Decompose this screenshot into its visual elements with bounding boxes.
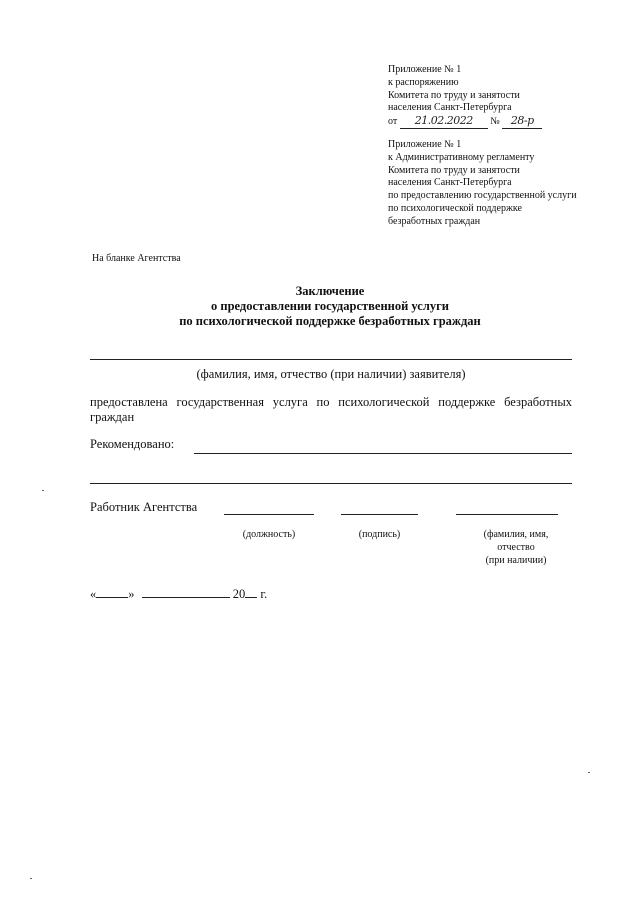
month-field[interactable]: [142, 585, 230, 598]
name-caption-line3: (при наличии): [485, 555, 547, 566]
title-line2: о предоставлении государственной услуги: [211, 299, 449, 313]
appendix-regulation-line7: безработных граждан: [388, 215, 481, 227]
appendix-regulation-line5: по предоставлению государственной услуги: [388, 190, 577, 202]
applicant-name-field[interactable]: [90, 359, 572, 360]
name-caption-line1: (фамилия, имя,: [483, 529, 549, 540]
appendix-order-line3: Комитета по труду и занятости: [388, 89, 520, 101]
position-field[interactable]: [224, 514, 314, 515]
number-label: №: [490, 116, 500, 128]
appendix-regulation-line4: населения Санкт-Петербурга: [388, 177, 512, 189]
applicant-caption: (фамилия, имя, отчество (при наличии) заявителя): [196, 367, 466, 381]
title-line3: по психологической поддержке безработных граждан: [179, 314, 481, 328]
appendix-order-line1: Приложение № 1: [388, 64, 462, 75]
open-quote: «: [90, 587, 97, 601]
scan-speck: [30, 878, 32, 879]
role-label: Работник Агентства: [90, 500, 198, 514]
year-prefix: 20: [232, 587, 246, 601]
year-suffix: г.: [260, 587, 268, 601]
appendix-regulation-line3: Комитета по труду и занятости: [388, 164, 520, 176]
name-caption-line2: отчество: [497, 542, 535, 553]
recommendation-field-2[interactable]: [90, 483, 572, 484]
name-caption: [456, 528, 576, 567]
appendix-order-date-line: [388, 115, 542, 129]
position-caption: (должность): [242, 529, 296, 540]
full-name-field[interactable]: [456, 514, 558, 515]
year-field[interactable]: [245, 585, 257, 598]
appendix-regulation-line6: по психологической поддержке: [388, 202, 522, 214]
day-field[interactable]: [96, 585, 128, 598]
date-line: [90, 585, 267, 602]
letterhead-note: На бланке Агентства: [92, 253, 181, 264]
appendix-order-block: [388, 64, 542, 129]
appendix-order-line2: к распоряжению: [388, 76, 459, 88]
service-statement-line2: граждан: [90, 410, 135, 424]
document-title: [90, 284, 570, 329]
recommendation-field-1[interactable]: [194, 453, 572, 454]
scan-speck: [42, 490, 44, 491]
handwritten-number: 28-р: [502, 115, 542, 129]
handwritten-date: 21.02.2022: [400, 115, 488, 129]
recommended-label: Рекомендовано:: [90, 437, 175, 451]
service-statement-line1: предоставлена государственная услуга по психологической поддержке безработных: [90, 395, 572, 409]
appendix-regulation-block: [388, 139, 577, 229]
close-quote: »: [128, 587, 135, 601]
signature-field[interactable]: [341, 514, 418, 515]
from-prefix: от: [388, 116, 398, 128]
scan-speck: [588, 772, 590, 773]
appendix-order-line4: населения Санкт-Петербурга: [388, 102, 512, 114]
appendix-regulation-line2: к Административному регламенту: [388, 151, 535, 163]
signature-caption: (подпись): [358, 529, 401, 540]
title-line1: Заключение: [295, 284, 365, 298]
appendix-regulation-line1: Приложение № 1: [388, 139, 462, 150]
